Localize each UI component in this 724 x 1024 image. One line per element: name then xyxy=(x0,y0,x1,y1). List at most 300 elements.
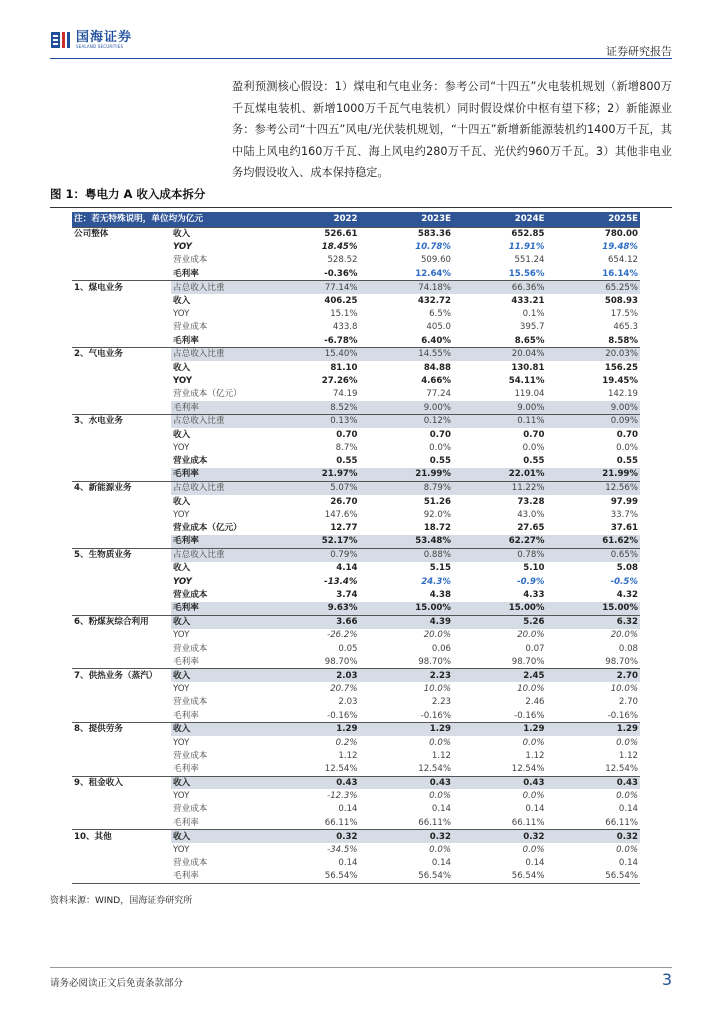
figure-title-divider xyxy=(50,207,672,208)
table-row xyxy=(72,281,640,294)
metric-label-cell: 占总收入比重 xyxy=(171,548,266,561)
segment-name-cell xyxy=(72,455,171,468)
metric-label-cell: 营业成本 xyxy=(173,804,208,815)
segment-name-cell: 10、其他 xyxy=(72,830,171,843)
value-cell: 11.22% xyxy=(453,481,547,494)
value-cell: 0.32 xyxy=(453,830,547,843)
table-row xyxy=(72,562,640,575)
value-cell: 0.12% xyxy=(360,414,454,427)
value-cell: 0.13% xyxy=(266,414,360,427)
value-cell: 66.11% xyxy=(605,817,639,828)
value-cell: 18.45% xyxy=(321,242,358,253)
value-cell: 6.40% xyxy=(421,335,452,346)
value-cell: 405.0 xyxy=(426,322,452,333)
value-cell: 20.0% xyxy=(517,630,545,641)
metric-label-cell: 毛利率 xyxy=(171,401,266,414)
value-cell: 77.14% xyxy=(266,281,360,294)
value-cell: 4.14 xyxy=(336,563,358,574)
segment-name-cell: 2、气电业务 xyxy=(72,348,171,361)
value-cell: 1.12 xyxy=(618,750,639,761)
segment-name-cell: 1、煤电业务 xyxy=(72,281,171,294)
value-cell: 66.36% xyxy=(453,281,547,294)
table-row xyxy=(72,548,640,561)
table-row xyxy=(72,736,640,749)
value-cell: 0.0% xyxy=(616,791,639,802)
value-cell: -0.16% xyxy=(607,710,639,721)
value-cell: -26.2% xyxy=(327,630,358,641)
table-row xyxy=(72,227,640,240)
value-cell: 0.70 xyxy=(336,429,358,440)
table-header-row xyxy=(72,212,640,227)
table-row xyxy=(72,642,640,655)
value-cell: 3.74 xyxy=(336,590,358,601)
segment-name-cell: 6、粉煤灰综合利用 xyxy=(72,615,171,628)
value-cell: 43.0% xyxy=(517,509,545,520)
value-cell: 15.00% xyxy=(547,602,641,615)
table-row xyxy=(72,428,640,441)
segment-name-cell xyxy=(72,709,171,722)
table-row xyxy=(72,334,640,347)
metric-label-cell: 占总收入比重 xyxy=(171,481,266,494)
metric-label-cell: YOY xyxy=(173,844,190,855)
metric-label-cell: 营业成本（亿元） xyxy=(173,523,242,534)
segment-name-cell xyxy=(72,629,171,642)
segment-name-cell xyxy=(72,789,171,802)
value-cell: 10.0% xyxy=(610,683,639,694)
metric-label-cell: 占总收入比重 xyxy=(171,281,266,294)
table-body xyxy=(72,227,640,883)
table-row xyxy=(72,575,640,588)
value-cell: 119.04 xyxy=(514,389,545,400)
logo-icon xyxy=(50,30,72,50)
value-cell: 509.60 xyxy=(420,255,452,266)
value-cell: 0.14 xyxy=(618,858,639,869)
value-cell: 12.56% xyxy=(547,481,641,494)
table-row xyxy=(72,535,640,548)
value-cell: -0.36% xyxy=(324,268,358,279)
value-cell: 432.72 xyxy=(417,295,452,306)
table-row xyxy=(72,522,640,535)
value-cell: 528.52 xyxy=(327,255,358,266)
value-cell: 508.93 xyxy=(604,295,639,306)
metric-label-cell: 毛利率 xyxy=(171,602,266,615)
segment-name-cell xyxy=(72,240,171,253)
segment-name-cell xyxy=(72,696,171,709)
table-row xyxy=(72,468,640,481)
value-cell: 16.14% xyxy=(602,268,639,279)
metric-label-cell: 毛利率 xyxy=(171,468,266,481)
table-row xyxy=(72,481,640,494)
metric-label-cell: 收入 xyxy=(173,496,191,507)
segment-name-cell: 7、供热业务（蒸汽） xyxy=(72,669,171,682)
value-cell: 8.52% xyxy=(266,401,360,414)
value-cell: 6.5% xyxy=(429,309,452,320)
value-cell: 0.43 xyxy=(266,776,360,789)
value-cell: 3.66 xyxy=(266,615,360,628)
value-cell: 526.61 xyxy=(266,227,360,240)
value-cell: 10.0% xyxy=(423,683,452,694)
value-cell: 465.3 xyxy=(613,322,639,333)
metric-label-cell: 营业成本 xyxy=(173,456,208,467)
segment-name-cell xyxy=(72,642,171,655)
value-cell: 142.19 xyxy=(607,389,639,400)
segment-name-cell xyxy=(72,428,171,441)
value-cell: 12.77 xyxy=(330,523,358,534)
segment-name-cell xyxy=(72,495,171,508)
table-row xyxy=(72,870,640,883)
value-cell: 2.23 xyxy=(431,697,452,708)
value-cell: 62.27% xyxy=(453,535,547,548)
value-cell: 56.54% xyxy=(360,870,454,883)
value-cell: -12.3% xyxy=(327,791,358,802)
value-cell: 0.55 xyxy=(429,456,452,467)
table-row xyxy=(72,254,640,267)
segment-name-cell xyxy=(72,321,171,334)
value-cell: 15.00% xyxy=(360,602,454,615)
value-cell: 74.18% xyxy=(360,281,454,294)
forecast-assumptions-paragraph: 盈利预测核心假设：1）煤电和气电业务：参考公司“十四五”火电装机规划（新增800万千瓦煤电装机、新增1000万千瓦气电装机）同时假设煤价中枢有望下移；2）新能源业务：参考公司“十四五”风电/光伏装机规划，“十四五”新增新能源装机约1400万千瓦，其中陆上风电约160万千瓦、海上风电约280万千瓦、光伏约960万千瓦。3）其他非电业务均假设收入、成本保持稳定。 xyxy=(232,80,672,179)
metric-label-cell: YOY xyxy=(173,791,190,802)
value-cell: 12.54% xyxy=(511,764,545,775)
value-cell: 5.26 xyxy=(453,615,547,628)
table-row xyxy=(72,455,640,468)
value-cell: 4.32 xyxy=(616,590,639,601)
segment-name-cell xyxy=(72,562,171,575)
value-cell: 53.48% xyxy=(360,535,454,548)
metric-label-cell: 收入 xyxy=(171,830,266,843)
metric-label-cell: YOY xyxy=(173,442,190,453)
table-row xyxy=(72,789,640,802)
metric-label-cell: 营业成本（亿元） xyxy=(173,389,242,400)
segment-name-cell: 4、新能源业务 xyxy=(72,481,171,494)
metric-label-cell: YOY xyxy=(173,242,192,253)
value-cell: 2.45 xyxy=(453,669,547,682)
value-cell: 77.24 xyxy=(426,389,452,400)
value-cell: 5.15 xyxy=(429,563,452,574)
value-cell: 0.14 xyxy=(525,804,545,815)
value-cell: 654.12 xyxy=(607,255,639,266)
value-cell: 10.78% xyxy=(415,242,452,253)
value-cell: 56.54% xyxy=(266,870,360,883)
value-cell: 74.19 xyxy=(332,389,358,400)
value-cell: 54.11% xyxy=(508,375,545,386)
value-cell: 0.2% xyxy=(335,737,358,748)
value-cell: 21.99% xyxy=(547,468,641,481)
value-cell: 10.0% xyxy=(517,683,545,694)
value-cell: 0.43 xyxy=(453,776,547,789)
value-cell: 0.14 xyxy=(525,858,545,869)
footer-disclaimer: 请务必阅读正文后免责条款部分 xyxy=(50,978,184,989)
value-cell: 9.00% xyxy=(360,401,454,414)
value-cell: 2.23 xyxy=(360,669,454,682)
value-cell: 0.70 xyxy=(616,429,639,440)
metric-label-cell: 收入 xyxy=(173,295,191,306)
metric-label-cell: 营业成本 xyxy=(173,750,208,761)
table-row xyxy=(72,682,640,695)
value-cell: 4.66% xyxy=(421,375,452,386)
value-cell: 9.63% xyxy=(266,602,360,615)
value-cell: 1.29 xyxy=(360,722,454,735)
value-cell: 780.00 xyxy=(547,227,641,240)
value-cell: 66.11% xyxy=(511,817,545,828)
value-cell: 84.88 xyxy=(423,362,452,373)
metric-label-cell: YOY xyxy=(173,509,190,520)
value-cell: 0.0% xyxy=(616,844,639,855)
value-cell: 5.08 xyxy=(616,563,639,574)
value-cell: 56.54% xyxy=(547,870,641,883)
value-cell: 0.0% xyxy=(429,844,452,855)
value-cell: 61.62% xyxy=(547,535,641,548)
metric-label-cell: 收入 xyxy=(171,669,266,682)
value-cell: 433.21 xyxy=(511,295,545,306)
value-cell: 15.40% xyxy=(266,348,360,361)
table-row xyxy=(72,294,640,307)
value-cell: -0.16% xyxy=(420,710,452,721)
table-row xyxy=(72,589,640,602)
metric-label-cell: YOY xyxy=(173,576,192,587)
company-logo xyxy=(50,30,132,50)
value-cell: -13.4% xyxy=(324,576,358,587)
value-cell: 14.55% xyxy=(360,348,454,361)
value-cell: 0.08 xyxy=(618,643,639,654)
value-cell: 2.70 xyxy=(547,669,641,682)
metric-label-cell: YOY xyxy=(173,737,190,748)
value-cell: 0.65% xyxy=(547,548,641,561)
value-cell: 8.65% xyxy=(514,335,545,346)
value-cell: 37.61 xyxy=(610,523,639,534)
metric-label-cell: 营业成本 xyxy=(173,643,208,654)
value-cell: 130.81 xyxy=(511,362,545,373)
value-cell: 4.38 xyxy=(429,590,452,601)
value-cell: 147.6% xyxy=(324,509,358,520)
value-cell: 98.70% xyxy=(605,656,639,667)
value-cell: -34.5% xyxy=(327,844,358,855)
value-cell: 0.07 xyxy=(525,643,545,654)
table-row xyxy=(72,602,640,615)
table-row xyxy=(72,803,640,816)
segment-name-cell xyxy=(72,522,171,535)
value-cell: 20.0% xyxy=(423,630,452,641)
value-cell: 19.45% xyxy=(602,375,639,386)
value-cell: 2.46 xyxy=(525,697,545,708)
table-row xyxy=(72,656,640,669)
value-cell: 20.03% xyxy=(547,348,641,361)
value-cell: 0.14 xyxy=(618,804,639,815)
year-header: 2022 xyxy=(266,212,360,227)
value-cell: 97.99 xyxy=(610,496,639,507)
year-header: 2023E xyxy=(360,212,454,227)
value-cell: 0.05 xyxy=(338,643,358,654)
value-cell: 11.91% xyxy=(508,242,545,253)
value-cell: -6.78% xyxy=(324,335,358,346)
value-cell: 92.0% xyxy=(423,509,452,520)
metric-label-cell: 收入 xyxy=(173,563,191,574)
segment-name-cell: 3、水电业务 xyxy=(72,414,171,427)
metric-label-cell: 毛利率 xyxy=(171,535,266,548)
header-divider xyxy=(50,58,672,59)
value-cell: 395.7 xyxy=(519,322,545,333)
segment-name-cell xyxy=(72,736,171,749)
value-cell: 1.29 xyxy=(547,722,641,735)
value-cell: -0.5% xyxy=(610,576,639,587)
table-row xyxy=(72,709,640,722)
table-row xyxy=(72,749,640,762)
value-cell: 20.7% xyxy=(330,683,358,694)
metric-label-cell: YOY xyxy=(173,630,190,641)
value-cell: 27.65 xyxy=(517,523,545,534)
table-row xyxy=(72,374,640,387)
metric-label-cell: 营业成本 xyxy=(173,255,208,266)
metric-label-cell: 毛利率 xyxy=(173,817,199,828)
segment-name-cell xyxy=(72,307,171,320)
table-row xyxy=(72,401,640,414)
value-cell: 0.0% xyxy=(616,737,639,748)
value-cell: 4.39 xyxy=(360,615,454,628)
metric-label-cell: 收入 xyxy=(171,722,266,735)
data-source-note: 资料来源：WIND，国海证券研究所 xyxy=(50,896,193,906)
value-cell: 0.11% xyxy=(453,414,547,427)
metric-label-cell: 收入 xyxy=(171,776,266,789)
value-cell: 551.24 xyxy=(514,255,545,266)
value-cell: 65.25% xyxy=(547,281,641,294)
table-row xyxy=(72,629,640,642)
value-cell: 1.12 xyxy=(431,750,452,761)
table-row xyxy=(72,267,640,280)
metric-label-cell: YOY xyxy=(173,683,190,694)
segment-name-cell xyxy=(72,763,171,776)
value-cell: 98.70% xyxy=(511,656,545,667)
value-cell: 0.43 xyxy=(360,776,454,789)
value-cell: 9.00% xyxy=(453,401,547,414)
table-row xyxy=(72,830,640,843)
table-row xyxy=(72,615,640,628)
value-cell: 0.70 xyxy=(429,429,452,440)
segment-name-cell xyxy=(72,441,171,454)
table-row xyxy=(72,816,640,829)
value-cell: 0.88% xyxy=(360,548,454,561)
value-cell: 5.07% xyxy=(266,481,360,494)
segment-name-cell: 公司整体 xyxy=(72,227,171,240)
value-cell: 0.32 xyxy=(547,830,641,843)
value-cell: 0.79% xyxy=(266,548,360,561)
segment-name-cell: 8、提供劳务 xyxy=(72,722,171,735)
value-cell: 19.48% xyxy=(602,242,639,253)
value-cell: -0.16% xyxy=(514,710,545,721)
value-cell: 1.12 xyxy=(338,750,358,761)
value-cell: 20.04% xyxy=(453,348,547,361)
value-cell: 0.32 xyxy=(266,830,360,843)
value-cell: 0.06 xyxy=(431,643,452,654)
metric-label-cell: 毛利率 xyxy=(173,335,199,346)
segment-name-cell: 9、租金收入 xyxy=(72,776,171,789)
value-cell: 15.1% xyxy=(330,309,358,320)
value-cell: 0.0% xyxy=(522,791,545,802)
metric-label-cell: 营业成本 xyxy=(173,858,208,869)
value-cell: 51.26 xyxy=(423,496,452,507)
metric-label-cell: 收入 xyxy=(171,615,266,628)
segment-name-cell xyxy=(72,374,171,387)
segment-name-cell xyxy=(72,401,171,414)
value-cell: 15.56% xyxy=(508,268,545,279)
segment-name-cell xyxy=(72,656,171,669)
value-cell: 0.55 xyxy=(523,456,545,467)
value-cell: 21.99% xyxy=(360,468,454,481)
value-cell: 18.72 xyxy=(423,523,452,534)
metric-label-cell: 营业成本 xyxy=(173,590,208,601)
value-cell: 66.11% xyxy=(324,817,358,828)
segment-name-cell xyxy=(72,575,171,588)
value-cell: 24.3% xyxy=(421,576,452,587)
segment-name-cell: 5、生物质业务 xyxy=(72,548,171,561)
value-cell: 0.14 xyxy=(431,804,452,815)
value-cell: 98.70% xyxy=(324,656,358,667)
figure-title: 图 1：粤电力 A 收入成本拆分 xyxy=(50,187,206,201)
value-cell: 0.0% xyxy=(522,844,545,855)
logo-name-cn: 国海证券 xyxy=(76,30,133,45)
value-cell: 0.55 xyxy=(616,456,639,467)
table-row xyxy=(72,763,640,776)
value-cell: 406.25 xyxy=(324,295,358,306)
value-cell: 56.54% xyxy=(453,870,547,883)
footer-divider xyxy=(50,967,672,968)
logo-name-en: SEALAND SECURITIES xyxy=(76,44,124,49)
value-cell: 0.0% xyxy=(429,737,452,748)
table-row xyxy=(72,776,640,789)
value-cell: 4.33 xyxy=(523,590,545,601)
table-row xyxy=(72,307,640,320)
year-header: 2025E xyxy=(547,212,641,227)
segment-name-cell xyxy=(72,816,171,829)
metric-label-cell: 收入 xyxy=(173,362,191,373)
value-cell: 73.28 xyxy=(517,496,545,507)
table-row xyxy=(72,669,640,682)
value-cell: 12.54% xyxy=(324,764,358,775)
value-cell: 27.26% xyxy=(321,375,358,386)
table-row xyxy=(72,843,640,856)
metric-label-cell: YOY xyxy=(173,375,193,386)
segment-name-cell xyxy=(72,388,171,401)
value-cell: 0.0% xyxy=(522,737,545,748)
value-cell: 0.09% xyxy=(547,414,641,427)
value-cell: -0.9% xyxy=(517,576,545,587)
table-row xyxy=(72,388,640,401)
metric-label-cell: 营业成本 xyxy=(173,322,208,333)
value-cell: 81.10 xyxy=(330,362,358,373)
value-cell: 0.55 xyxy=(336,456,358,467)
value-cell: 15.00% xyxy=(453,602,547,615)
segment-name-cell xyxy=(72,535,171,548)
value-cell: 652.85 xyxy=(453,227,547,240)
value-cell: 21.97% xyxy=(266,468,360,481)
value-cell: 5.10 xyxy=(523,563,545,574)
value-cell: 0.32 xyxy=(360,830,454,843)
value-cell: 1.12 xyxy=(525,750,545,761)
metric-label-cell: 收入 xyxy=(171,227,266,240)
segment-name-cell xyxy=(72,843,171,856)
metric-label-cell: 营业成本 xyxy=(173,697,208,708)
value-cell: 1.29 xyxy=(266,722,360,735)
value-cell: 20.0% xyxy=(610,630,639,641)
value-cell: 2.03 xyxy=(338,697,358,708)
value-cell: 17.5% xyxy=(610,309,639,320)
segment-name-cell xyxy=(72,803,171,816)
value-cell: 2.03 xyxy=(266,669,360,682)
value-cell: 26.70 xyxy=(330,496,358,507)
segment-name-cell xyxy=(72,602,171,615)
value-cell: 12.54% xyxy=(605,764,639,775)
value-cell: 156.25 xyxy=(604,362,639,373)
value-cell: 8.58% xyxy=(608,335,639,346)
